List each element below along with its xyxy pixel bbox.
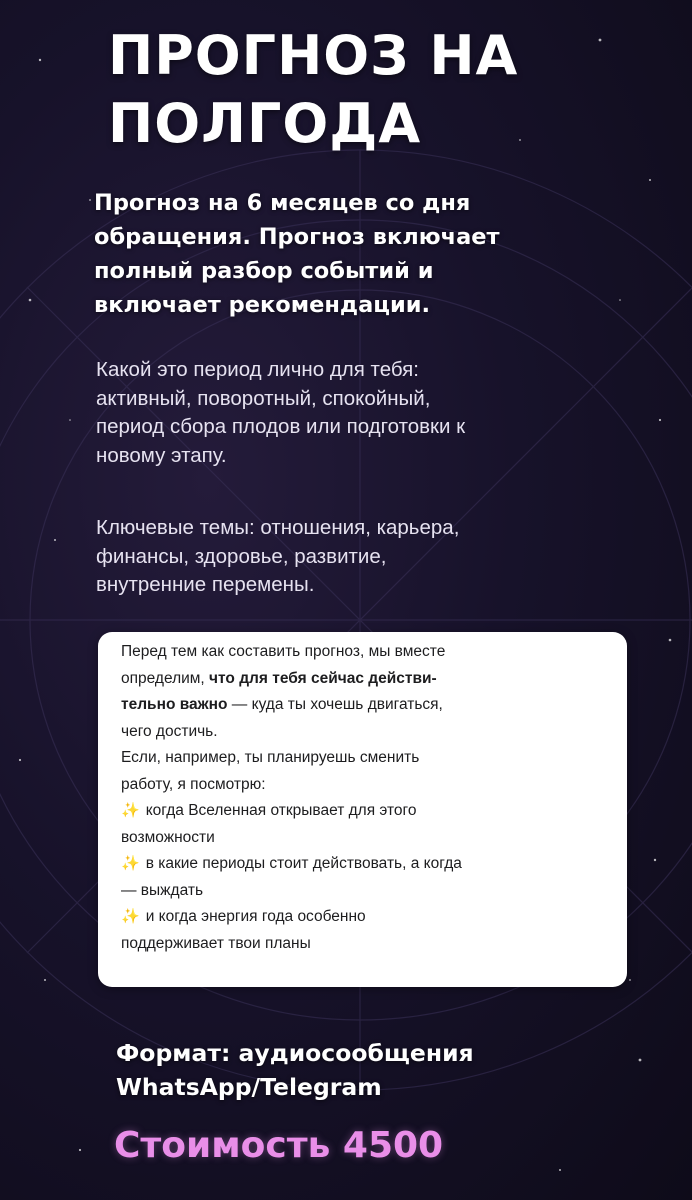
period-line: активный, поворотный, спокойный, [96,386,431,410]
period-paragraph [96,356,616,470]
intro-line: включает рекомендации. [94,292,431,318]
title-line: ПРОГНОЗ НА [108,24,519,87]
bullet-text: и когда энергия года особенно [145,908,366,925]
bullet-text: — выждать [121,881,204,899]
format-text [116,1036,616,1104]
intro-text [94,186,614,322]
bullet-text: в какие периоды стоит действовать, а когда [145,855,462,872]
themes-line: Ключевые темы: отношения, карьера, [96,516,460,539]
sparkle-icon: ✨ [121,855,140,872]
bullet-text: когда Вселенная открывает для этого [145,802,417,819]
themes-line: внутренние перемены. [96,573,315,596]
format-line: Формат: аудиосообщения [116,1039,474,1067]
price-label: Стоимость 4500 [114,1125,444,1166]
page-title [108,22,628,158]
intro-line: полный разбор событий и [94,258,434,284]
themes-paragraph [96,514,616,600]
info-card [98,632,627,987]
card-emphasis: тельно важно [121,696,228,713]
period-line: Какой это период лично для тебя: [96,358,419,381]
title-line: ПОЛГОДА [108,92,422,155]
card-emphasis: что для тебя сейчас действи- [209,669,437,687]
intro-line: обращения. Прогноз включает [94,224,500,250]
card-line: работу, я посмотрю: [121,775,266,793]
card-line: чего достичь. [121,722,218,740]
themes-line: финансы, здоровье, развитие, [96,544,387,568]
period-line: новому этапу. [96,443,227,467]
format-line: WhatsApp/Telegram [116,1073,382,1101]
card-line: Перед тем как составить прогноз, мы вместе [121,643,446,660]
sparkle-icon: ✨ [121,802,140,819]
card-line: Если, например, ты планируешь сменить [121,749,420,766]
card-line: определим, [121,669,210,687]
intro-line: Прогноз на 6 месяцев со дня [94,190,471,216]
bullet-text: возможности [121,828,215,846]
sparkle-icon: ✨ [121,908,140,925]
period-line: период сбора плодов или подготовки к [96,415,466,438]
card-text [121,639,605,957]
bullet-text: поддерживает твои планы [121,934,311,952]
card-line: — куда ты хочешь двигаться, [227,696,443,713]
